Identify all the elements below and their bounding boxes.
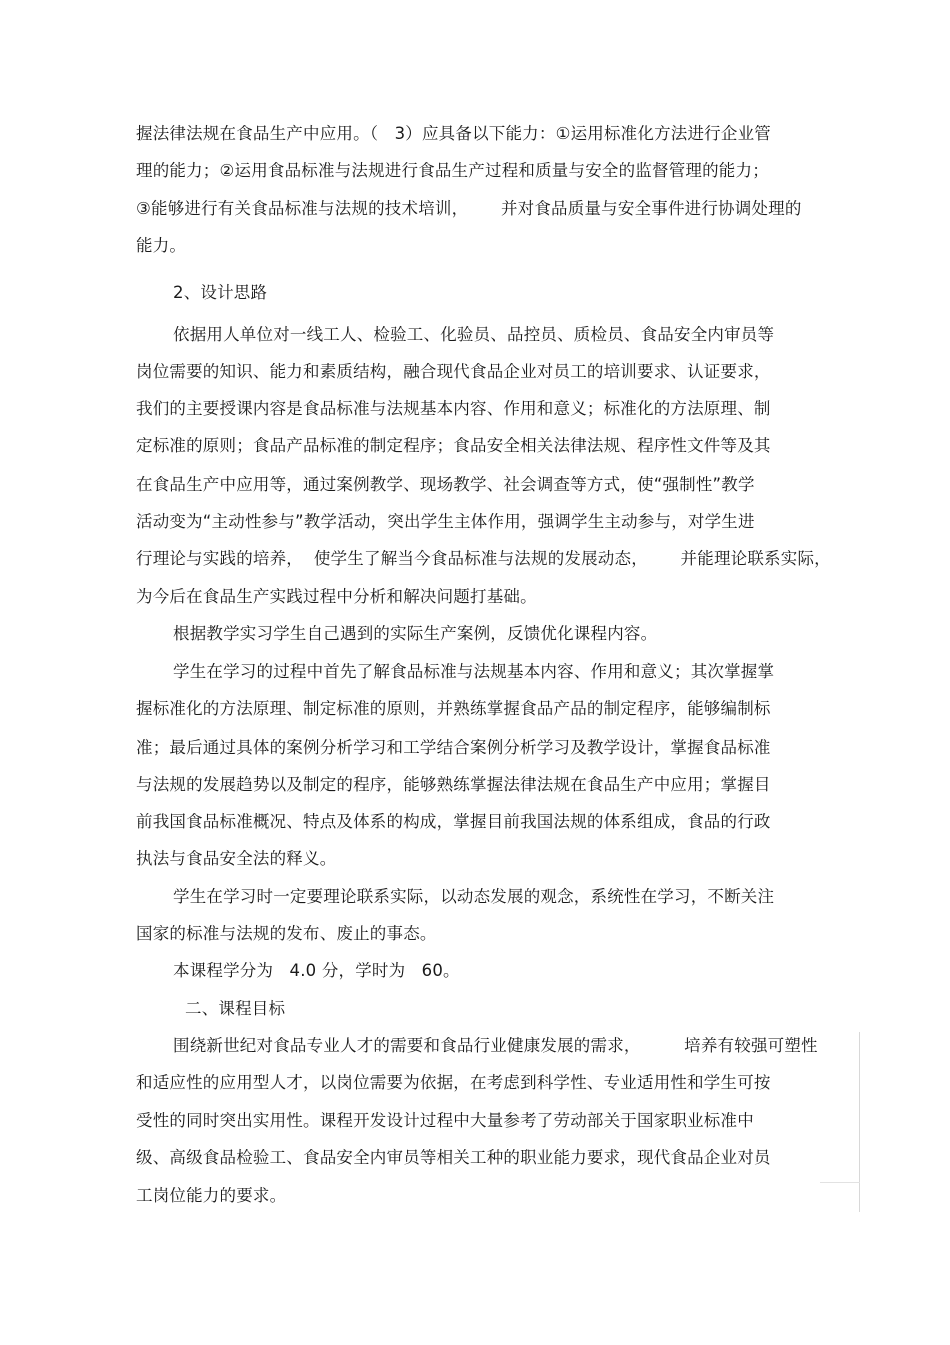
text-line: ③能够进行有关食品标准与法规的技术培训， 并对食品质量与安全事件进行协调处理的 xyxy=(136,199,802,218)
table-border-right xyxy=(859,1032,860,1212)
text-line: 与法规的发展趋势以及制定的程序，能够熟练掌握法律法规在食品生产中应用；掌握目 xyxy=(136,775,771,794)
text-line: 为今后在食品生产实践过程中分析和解决问题打基础。 xyxy=(136,587,537,606)
text-line: 岗位需要的知识、能力和素质结构，融合现代食品企业对员工的培训要求、认证要求， xyxy=(136,362,771,381)
text-line: 能力。 xyxy=(136,236,187,255)
table-border-bottom xyxy=(820,1182,860,1183)
text-line: 工岗位能力的要求。 xyxy=(136,1186,287,1205)
text-line: 学生在学习的过程中首先了解食品标准与法规基本内容、作用和意义；其次掌握掌 xyxy=(173,662,775,681)
section-heading: 二、课程目标 xyxy=(185,999,286,1018)
text-line: 围绕新世纪对食品专业人才的需要和食品行业健康发展的需求， 培养有较强可塑性 xyxy=(173,1036,818,1055)
text-line: 级、高级食品检验工、食品安全内审员等相关工种的职业能力要求，现代食品企业对员 xyxy=(136,1148,771,1167)
text-line: 前我国食品标准概况、特点及体系的构成，掌握目前我国法规的体系组成，食品的行政 xyxy=(136,812,771,831)
text-line: 受性的同时突出实用性。课程开发设计过程中大量参考了劳动部关于国家职业标准中 xyxy=(136,1111,754,1130)
text-line: 定标准的原则；食品产品标准的制定程序；食品安全相关法律法规、程序性文件等及其 xyxy=(136,436,771,455)
text-line: 执法与食品安全法的释义。 xyxy=(136,849,337,868)
text-line: 活动变为“主动性参与”教学活动，突出学生主体作用，强调学生主动参与，对学生进 xyxy=(136,512,755,531)
text-line: 和适应性的应用型人才，以岗位需要为依据，在考虑到科学性、专业适用性和学生可按 xyxy=(136,1073,771,1092)
text-line: 在食品生产中应用等，通过案例教学、现场教学、社会调查等方式，使“强制性”教学 xyxy=(136,475,755,494)
text-line: 准；最后通过具体的案例分析学习和工学结合案例分析学习及教学设计，掌握食品标准 xyxy=(136,738,771,757)
text-line: 根据教学实习学生自己遇到的实际生产案例，反馈优化课程内容。 xyxy=(173,624,658,643)
text-line: 行理论与实践的培养， 使学生了解当今食品标准与法规的发展动态， 并能理论联系实际， xyxy=(136,549,831,568)
text-line: 我们的主要授课内容是食品标准与法规基本内容、作用和意义；标准化的方法原理、制 xyxy=(136,399,771,418)
text-line: 握法律法规在食品生产中应用。（ 3）应具备以下能力：①运用标准化方法进行企业管 xyxy=(136,124,771,143)
text-line: 理的能力；②运用食品标准与法规进行食品生产过程和质量与安全的监督管理的能力； xyxy=(136,161,769,180)
text-line: 国家的标准与法规的发布、废止的事态。 xyxy=(136,924,437,943)
text-line: 学生在学习时一定要理论联系实际，以动态发展的观念，系统性在学习，不断关注 xyxy=(173,887,775,906)
text-line: 依据用人单位对一线工人、检验工、化验员、品控员、质检员、食品安全内审员等 xyxy=(173,325,775,344)
section-heading: 2、设计思路 xyxy=(173,283,268,302)
text-line: 握标准化的方法原理、制定标准的原则，并熟练掌握食品产品的制定程序，能够编制标 xyxy=(136,699,771,718)
text-line: 本课程学分为 4.0 分，学时为 60。 xyxy=(173,961,460,980)
